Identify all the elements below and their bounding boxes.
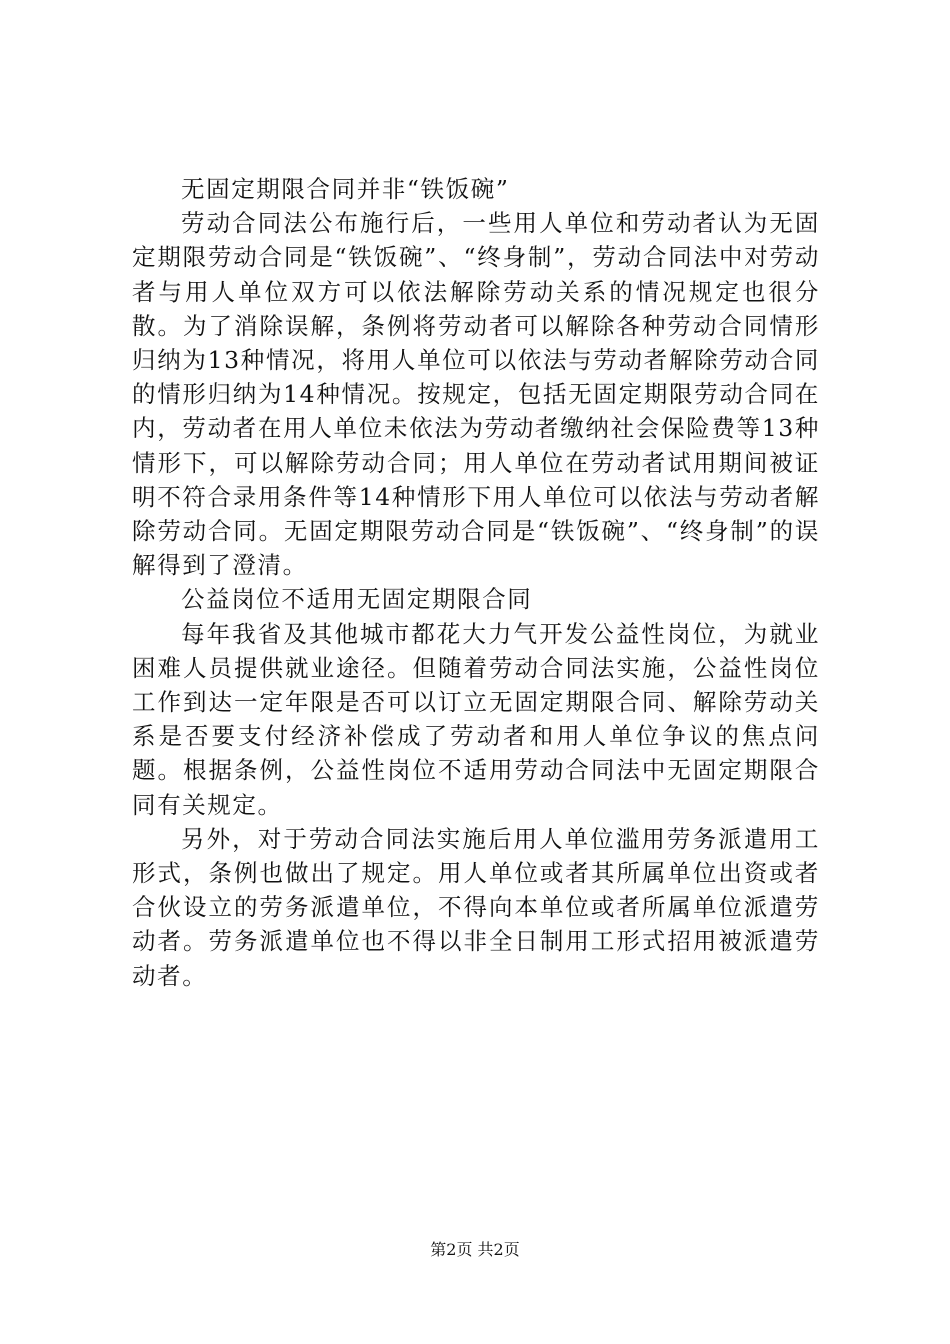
document-body <box>132 172 820 993</box>
section-heading-fixed-term-contract: 无固定期限合同并非“铁饭碗” <box>181 175 510 203</box>
paragraph-public-welfare-posts: 每年我省及其他城市都花大力气开发公益性岗位，为就业困难人员提供就业途径。但随着劳动合同法实施，公益性岗位工作到达一定年限是否可以订立无固定期限合同、解除劳动关系是否要支付经济补偿成了劳动者和用人单位争议的焦点问题。根据条例，公益性岗位不适用劳动合同法中无固定期限合同有关规定。 <box>132 619 820 819</box>
paragraph-labor-dispatch: 另外，对于劳动合同法实施后用人单位滥用劳务派遣用工形式，条例也做出了规定。用人单位或者其所属单位出资或者合伙设立的劳务派遣单位，不得向本单位或者所属单位派遣劳动者。劳务派遣单位也不得以非全日制用工形式招用被派遣劳动者。 <box>132 824 820 990</box>
page-number-footer: 第2页 共2页 <box>430 1240 520 1259</box>
section-heading-public-welfare-posts: 公益岗位不适用无固定期限合同 <box>181 585 533 614</box>
paragraph-fixed-term-contract: 劳动合同法公布施行后，一些用人单位和劳动者认为无固定期限劳动合同是“铁饭碗”、“终身制”，劳动合同法中对劳动者与用人单位双方可以依法解除劳动关系的情况规定也很分散。为了消除误解，条例将劳动者可以解除各种劳动合同情形归纳为13种情况，将用人单位可以依法与劳动者解除劳动合同的情形归纳为14种情况。按规定，包括无固定期限劳动合同在内，劳动者在用人单位未依法为劳动者缴纳社会保险费等13种情形下，可以解除劳动合同；用人单位在劳动者试用期间被证明不符合录用条件等14种情形下用人单位可以依法与劳动者解除劳动合同。无固定期限劳动合同是“铁饭碗”、“终身制”的误解得到了澄清。 <box>132 209 820 580</box>
